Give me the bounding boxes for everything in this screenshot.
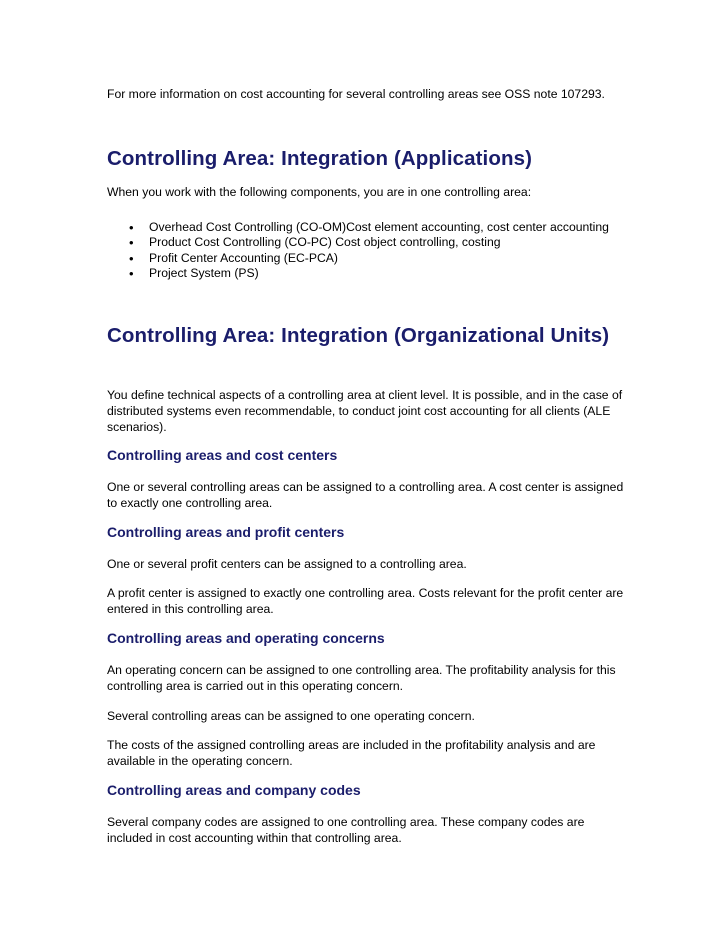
profit-centers-paragraph-2: A profit center is assigned to exactly one controlling area. Costs relevant for the profit center are entered in this controlling area.	[107, 586, 624, 616]
subheading-company-codes: Controlling areas and company codes	[107, 782, 361, 798]
operating-concerns-paragraph-3: The costs of the assigned controlling areas are included in the profitability analysis and are available in the operating concern.	[107, 738, 596, 768]
oss-note-paragraph: For more information on cost accounting for several controlling areas see OSS note 107293.	[107, 87, 605, 101]
bullet-icon: •	[129, 265, 134, 281]
bullet-icon: •	[129, 235, 134, 251]
applications-lead: When you work with the following components, you are in one controlling area:	[107, 185, 532, 199]
bullet-icon: •	[129, 250, 134, 266]
bullet-icon: •	[129, 220, 134, 235]
operating-concerns-paragraph-2: Several controlling areas can be assigned to one operating concern.	[107, 709, 475, 723]
subheading-operating-concerns: Controlling areas and operating concerns	[107, 630, 385, 646]
heading-organizational-units: Controlling Area: Integration (Organizational Units)	[107, 324, 610, 347]
subheading-cost-centers: Controlling areas and cost centers	[107, 447, 338, 463]
subheading-profit-centers: Controlling areas and profit centers	[107, 524, 345, 540]
list-item: • Overhead Cost Controlling (CO-OM)Cost element accounting, cost center accounting	[129, 220, 609, 235]
profit-centers-paragraph-1: One or several profit centers can be assigned to a controlling area.	[107, 557, 467, 571]
cost-centers-paragraph: One or several controlling areas can be assigned to a controlling area. A cost center is assigned to exactly one controlling area.	[107, 480, 624, 510]
company-codes-paragraph: Several company codes are assigned to one controlling area. These company codes are included in cost accounting within that controlling area.	[107, 815, 585, 845]
list-item: • Profit Center Accounting (EC-PCA)	[129, 250, 338, 266]
heading-applications: Controlling Area: Integration (Applications)	[107, 147, 533, 170]
organizational-units-lead: You define technical aspects of a controlling area at client level. It is possible, and in the case of distributed systems even recommendable, to conduct joint cost accounting for all clients (ALE scenarios).	[107, 388, 623, 434]
operating-concerns-paragraph-1: An operating concern can be assigned to one controlling area. The profitability analysis for this controlling area is carried out in this operating concern.	[107, 663, 616, 693]
list-item: • Product Cost Controlling (CO-PC) Cost object controlling, costing	[129, 235, 501, 251]
components-list	[107, 220, 627, 281]
list-item: • Project System (PS)	[129, 265, 259, 281]
